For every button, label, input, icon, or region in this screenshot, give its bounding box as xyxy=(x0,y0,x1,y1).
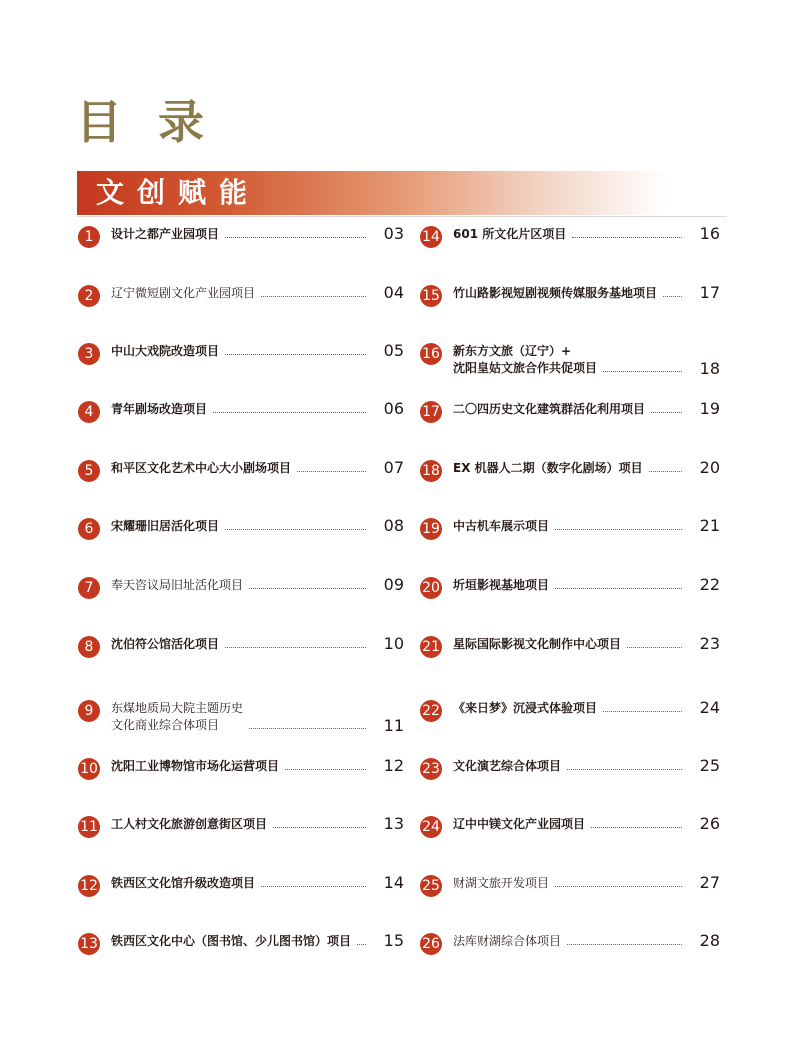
toc-entry[interactable] xyxy=(78,226,404,286)
section-divider xyxy=(77,216,727,217)
entry-text xyxy=(111,875,366,892)
toc-entry[interactable] xyxy=(420,577,720,637)
entry-number-badge: 2 xyxy=(78,285,100,307)
entry-label: 青年剧场改造项目 xyxy=(111,402,208,416)
entry-label: 铁西区文化中心（图书馆、少儿图书馆）项目 xyxy=(111,934,352,948)
dot-leader xyxy=(249,728,366,729)
dot-leader xyxy=(572,237,682,238)
entry-label: 财湖文旅开发项目 xyxy=(453,876,550,890)
entry-page-number: 24 xyxy=(699,698,720,717)
toc-entry[interactable] xyxy=(78,816,404,876)
entry-text xyxy=(111,343,366,360)
dot-leader xyxy=(225,529,366,530)
dot-leader xyxy=(357,944,366,945)
entry-number-badge: 14 xyxy=(420,226,442,248)
entry-label: 二〇四历史文化建筑群活化利用项目 xyxy=(453,402,646,416)
dot-leader xyxy=(649,471,682,472)
entry-text xyxy=(111,636,366,653)
entry-label: 新东方文旅（辽宁）+ 沈阳皇姑文旅合作共促项目 xyxy=(453,344,598,375)
dot-leader xyxy=(249,588,366,589)
entry-label: 辽中中镁文化产业园项目 xyxy=(453,817,586,831)
entry-label: 沈阳工业博物馆市场化运营项目 xyxy=(111,759,280,773)
toc-entry[interactable] xyxy=(420,226,720,286)
dot-leader xyxy=(567,769,682,770)
toc-entry[interactable] xyxy=(78,343,404,403)
entry-page-number: 11 xyxy=(383,716,404,735)
entry-number-badge: 26 xyxy=(420,933,442,955)
entry-number-badge: 22 xyxy=(420,700,442,722)
toc-entry[interactable] xyxy=(420,518,720,578)
dot-leader xyxy=(225,354,366,355)
entry-number-badge: 17 xyxy=(420,401,442,423)
entry-page-number: 27 xyxy=(699,873,720,892)
dot-leader xyxy=(261,296,366,297)
entry-text xyxy=(111,933,366,950)
entry-number-badge: 9 xyxy=(78,700,100,722)
toc-entry[interactable] xyxy=(420,343,720,403)
entry-label: 奉天咨议局旧址活化项目 xyxy=(111,578,244,592)
entry-page-number: 08 xyxy=(383,516,404,535)
entry-number-badge: 16 xyxy=(420,343,442,365)
entry-text xyxy=(111,401,366,418)
dot-leader xyxy=(213,412,366,413)
entry-text xyxy=(111,226,366,243)
entry-number-badge: 19 xyxy=(420,518,442,540)
entry-number-badge: 12 xyxy=(78,875,100,897)
entry-label: 铁西区文化馆升级改造项目 xyxy=(111,876,256,890)
entry-text xyxy=(111,518,366,535)
dot-leader xyxy=(261,886,366,887)
entry-number-badge: 15 xyxy=(420,285,442,307)
entry-text xyxy=(111,758,366,775)
entry-page-number: 15 xyxy=(383,931,404,950)
toc-entry[interactable] xyxy=(420,875,720,935)
toc-entry[interactable] xyxy=(420,285,720,345)
entry-text xyxy=(111,460,366,477)
entry-label: 中古机车展示项目 xyxy=(453,519,550,533)
toc-entry[interactable] xyxy=(78,401,404,461)
dot-leader xyxy=(651,412,682,413)
entry-page-number: 14 xyxy=(383,873,404,892)
entry-number-badge: 4 xyxy=(78,401,100,423)
entry-text xyxy=(453,518,682,535)
entry-page-number: 05 xyxy=(383,341,404,360)
toc-entry[interactable] xyxy=(78,700,404,760)
dot-leader xyxy=(297,471,366,472)
toc-entry[interactable] xyxy=(420,636,720,696)
section-title: 文创赋能 xyxy=(96,176,261,209)
entry-number-badge: 8 xyxy=(78,636,100,658)
entry-page-number: 25 xyxy=(699,756,720,775)
entry-page-number: 09 xyxy=(383,575,404,594)
dot-leader xyxy=(663,296,682,297)
entry-number-badge: 10 xyxy=(78,758,100,780)
entry-text xyxy=(453,875,682,892)
dot-leader xyxy=(567,944,682,945)
entry-label: 沈伯符公馆活化项目 xyxy=(111,637,220,651)
entry-label: 竹山路影视短剧视频传媒服务基地项目 xyxy=(453,286,658,300)
dot-leader xyxy=(285,769,366,770)
entry-number-badge: 18 xyxy=(420,460,442,482)
entry-label: 工人村文化旅游创意街区项目 xyxy=(111,817,268,831)
entry-number-badge: 3 xyxy=(78,343,100,365)
entry-label: 圻垣影视基地项目 xyxy=(453,578,550,592)
entry-page-number: 03 xyxy=(383,224,404,243)
entry-number-badge: 13 xyxy=(78,933,100,955)
entry-text xyxy=(453,285,682,302)
page-title: 目 录 xyxy=(76,95,215,149)
entry-page-number: 06 xyxy=(383,399,404,418)
toc-entry[interactable] xyxy=(78,758,404,818)
dot-leader xyxy=(555,886,682,887)
entry-label: 中山大戏院改造项目 xyxy=(111,344,220,358)
dot-leader xyxy=(273,827,366,828)
entry-page-number: 28 xyxy=(699,931,720,950)
entry-page-number: 19 xyxy=(699,399,720,418)
entry-page-number: 12 xyxy=(383,756,404,775)
entry-number-badge: 7 xyxy=(78,577,100,599)
entry-page-number: 22 xyxy=(699,575,720,594)
dot-leader xyxy=(603,711,682,712)
toc-entry[interactable] xyxy=(420,401,720,461)
dot-leader xyxy=(591,827,682,828)
entry-label: 东煤地质局大院主题历史 文化商业综合体项目 xyxy=(111,701,244,732)
toc-entry[interactable] xyxy=(78,518,404,578)
toc-entry[interactable] xyxy=(420,758,720,818)
entry-page-number: 10 xyxy=(383,634,404,653)
entry-label: 和平区文化艺术中心大小剧场项目 xyxy=(111,461,292,475)
toc-entry[interactable] xyxy=(420,460,720,520)
entry-text xyxy=(111,816,366,833)
toc-entry[interactable] xyxy=(420,933,720,993)
dot-leader xyxy=(627,647,682,648)
entry-page-number: 17 xyxy=(699,283,720,302)
entry-number-badge: 21 xyxy=(420,636,442,658)
entry-text xyxy=(453,700,682,717)
entry-label: EX 机器人二期（数字化剧场）项目 xyxy=(453,461,643,475)
entry-text xyxy=(111,577,366,594)
dot-leader xyxy=(225,647,366,648)
entry-text xyxy=(453,401,682,418)
dot-leader xyxy=(603,371,682,372)
dot-leader xyxy=(555,529,682,530)
entry-text xyxy=(453,933,682,950)
entry-number-badge: 5 xyxy=(78,460,100,482)
entry-page-number: 07 xyxy=(383,458,404,477)
entry-number-badge: 1 xyxy=(78,226,100,248)
entry-page-number: 23 xyxy=(699,634,720,653)
entry-text xyxy=(453,343,682,377)
dot-leader xyxy=(225,237,366,238)
dot-leader xyxy=(555,588,682,589)
entry-page-number: 20 xyxy=(699,458,720,477)
entry-label: 法库财湖综合体项目 xyxy=(453,934,562,948)
entry-number-badge: 25 xyxy=(420,875,442,897)
entry-label: 601 所文化片区项目 xyxy=(453,227,567,241)
entry-label: 宋耀珊旧居活化项目 xyxy=(111,519,220,533)
entry-label: 辽宁微短剧文化产业园项目 xyxy=(111,286,256,300)
entry-text xyxy=(453,226,682,243)
entry-text xyxy=(453,758,682,775)
entry-number-badge: 23 xyxy=(420,758,442,780)
entry-label: 设计之都产业园项目 xyxy=(111,227,220,241)
entry-text xyxy=(453,636,682,653)
toc-entry[interactable] xyxy=(78,577,404,637)
toc-entry[interactable] xyxy=(78,933,404,993)
entry-number-badge: 24 xyxy=(420,816,442,838)
entry-label: 文化演艺综合体项目 xyxy=(453,759,562,773)
entry-label: 《来日梦》沉浸式体验项目 xyxy=(453,701,598,715)
entry-page-number: 16 xyxy=(699,224,720,243)
toc-entry[interactable] xyxy=(78,285,404,345)
entry-page-number: 13 xyxy=(383,814,404,833)
toc-entry[interactable] xyxy=(420,700,720,760)
toc-entry[interactable] xyxy=(420,816,720,876)
entry-page-number: 04 xyxy=(383,283,404,302)
entry-page-number: 18 xyxy=(699,359,720,378)
entry-text xyxy=(111,285,366,302)
toc-entry[interactable] xyxy=(78,636,404,696)
entry-page-number: 21 xyxy=(699,516,720,535)
entry-page-number: 26 xyxy=(699,814,720,833)
entry-text xyxy=(111,700,366,734)
entry-text xyxy=(453,577,682,594)
entry-number-badge: 11 xyxy=(78,816,100,838)
toc-entry[interactable] xyxy=(78,460,404,520)
entry-text xyxy=(453,816,682,833)
entry-text xyxy=(453,460,682,477)
entry-label: 星际国际影视文化制作中心项目 xyxy=(453,637,622,651)
entry-number-badge: 20 xyxy=(420,577,442,599)
toc-entry[interactable] xyxy=(78,875,404,935)
entry-number-badge: 6 xyxy=(78,518,100,540)
